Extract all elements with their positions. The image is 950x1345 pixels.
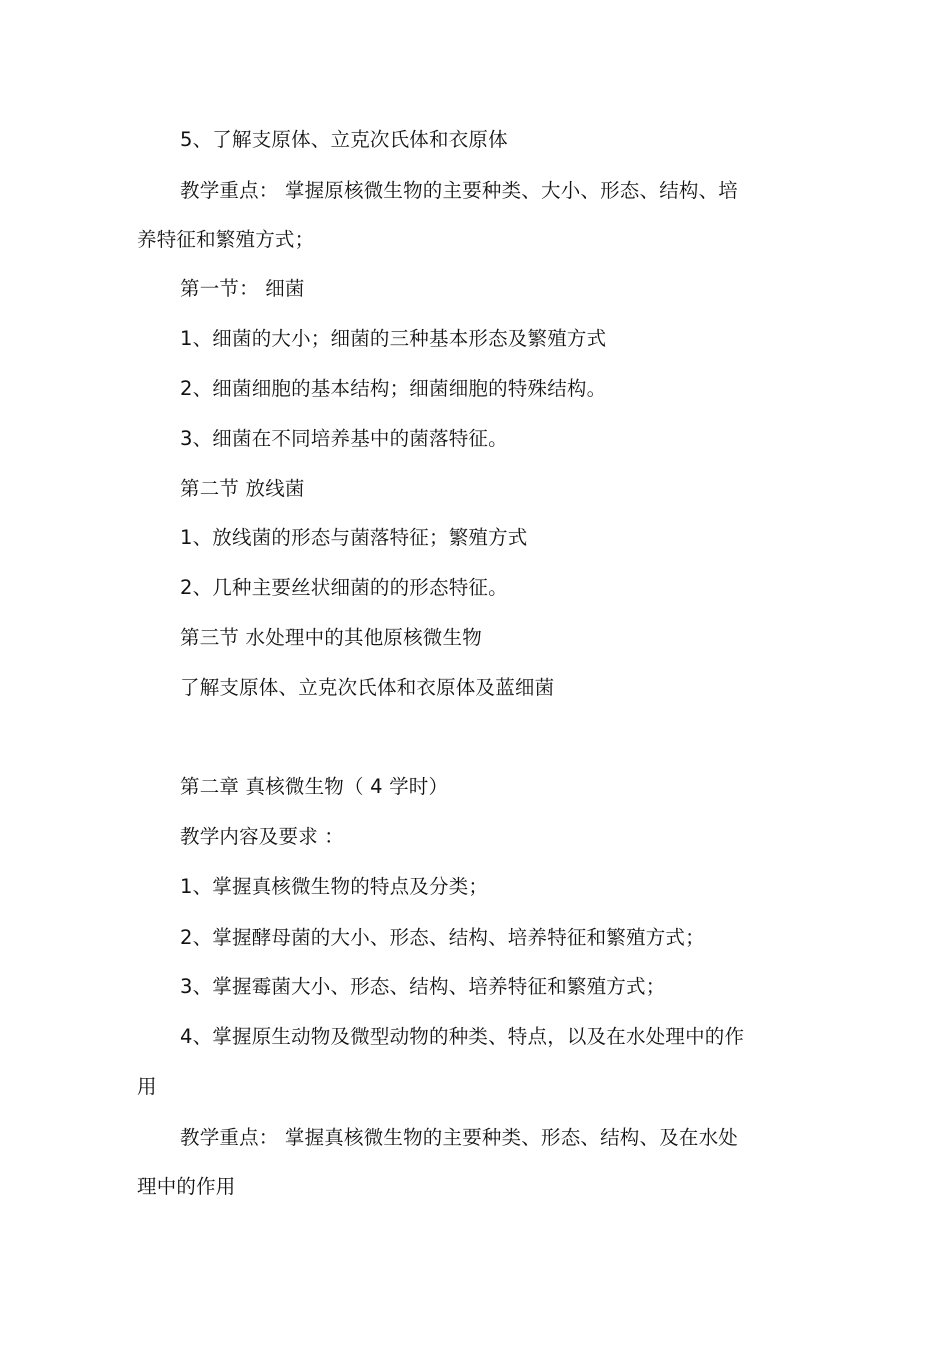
text-line-7: 3、细菌在不同培养基中的菌落特征。	[180, 427, 508, 450]
section-heading-1: 第一节： 细菌	[180, 277, 305, 300]
text-line-3: 养特征和繁殖方式；	[137, 228, 315, 251]
text-line-9: 1、放线菌的形态与菌落特征；繁殖方式	[180, 526, 528, 549]
text-line-1: 5、了解支原体、立克次氏体和衣原体	[180, 128, 508, 151]
text-line-16: 2、掌握酵母菌的大小、形态、结构、培养特征和繁殖方式；	[180, 926, 705, 949]
section-heading-2: 第二节 放线菌	[180, 477, 305, 500]
text-line-20: 教学重点： 掌握真核微生物的主要种类、形态、结构、及在水处	[180, 1126, 738, 1149]
section-heading-3: 第三节 水处理中的其他原核微生物	[180, 626, 482, 649]
text-line-19: 用	[137, 1075, 157, 1098]
text-line-17: 3、掌握霉菌大小、形态、结构、培养特征和繁殖方式；	[180, 975, 666, 998]
text-line-15: 1、掌握真核微生物的特点及分类；	[180, 875, 489, 898]
chapter-heading: 第二章 真核微生物（ 4 学时）	[180, 775, 449, 798]
text-line-14: 教学内容及要求 ：	[180, 825, 344, 848]
text-line-2: 教学重点： 掌握原核微生物的主要种类、大小、形态、结构、培	[180, 179, 738, 202]
text-line-12: 了解支原体、立克次氏体和衣原体及蓝细菌	[180, 676, 555, 699]
text-line-5: 1、细菌的大小；细菌的三种基本形态及繁殖方式	[180, 327, 607, 350]
text-line-10: 2、几种主要丝状细菌的的形态特征。	[180, 576, 508, 599]
text-line-18: 4、掌握原生动物及微型动物的种类、特点，以及在水处理中的作	[180, 1025, 745, 1048]
text-line-6: 2、细菌细胞的基本结构；细菌细胞的特殊结构。	[180, 377, 607, 400]
text-line-21: 理中的作用	[137, 1175, 236, 1198]
